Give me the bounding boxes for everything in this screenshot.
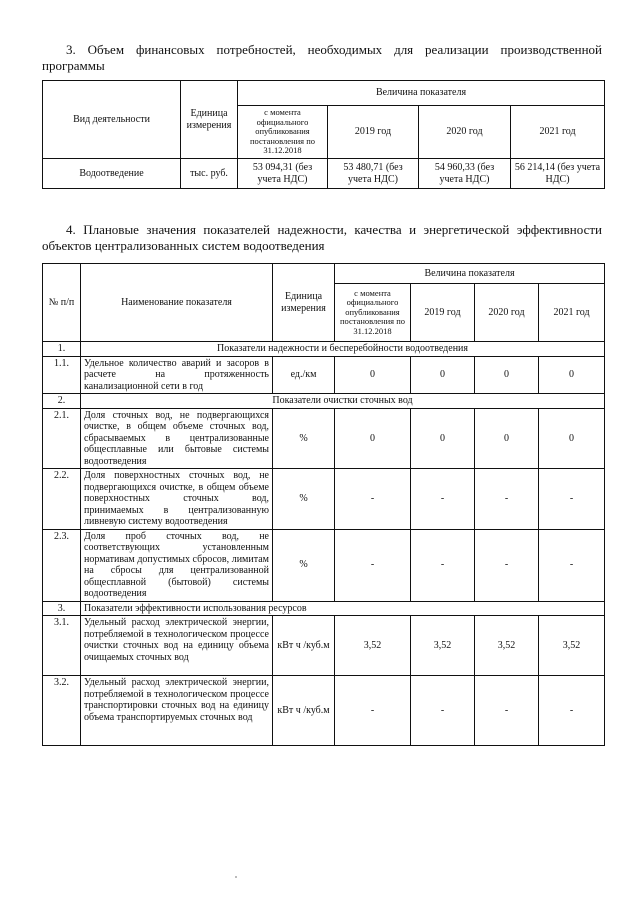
indicator-row	[43, 529, 605, 601]
section-row	[43, 342, 605, 357]
section-row	[43, 394, 605, 409]
indicator-value: 0	[335, 408, 411, 469]
indicator-value: -	[539, 676, 605, 746]
row-number: 3.1.	[43, 616, 81, 676]
header-year-2019: 2019 год	[411, 284, 475, 342]
header-year-2021: 2021 год	[511, 106, 605, 159]
indicator-row	[43, 408, 605, 469]
indicator-name: Удельный расход электрической энергии, потребляемой в технологическом процессе очистки сточных вод на единицу объема очищаемых сточных вод	[81, 616, 273, 676]
row-number: 1.1.	[43, 356, 81, 394]
indicator-value: 0	[539, 408, 605, 469]
indicator-value: 0	[411, 408, 475, 469]
indicator-value: -	[475, 469, 539, 530]
section-3-heading: 3. Объем финансовых потребностей, необходимых для реализации производственной программы	[42, 42, 602, 73]
indicator-value: 0	[539, 356, 605, 394]
indicator-value: -	[475, 676, 539, 746]
indicator-name: Удельное количество аварий и засоров в расчете на протяженность канализационной сети в год	[81, 356, 273, 394]
indicator-unit: ед./км	[273, 356, 335, 394]
row-number: 2.	[43, 394, 81, 409]
header-year-2020: 2020 год	[419, 106, 511, 159]
indicator-value: -	[335, 469, 411, 530]
header-value: Величина показателя	[238, 81, 605, 106]
value-2019: 53 480,71 (без учета НДС)	[328, 159, 419, 189]
indicator-row	[43, 616, 605, 676]
indicator-row	[43, 469, 605, 530]
header-year-2020: 2020 год	[475, 284, 539, 342]
row-number: 2.1.	[43, 408, 81, 469]
row-number: 2.2.	[43, 469, 81, 530]
section-row	[43, 601, 605, 616]
indicator-value: 0	[335, 356, 411, 394]
indicator-value: 3,52	[411, 616, 475, 676]
value-2020: 54 960,33 (без учета НДС)	[419, 159, 511, 189]
section-title: Показатели очистки сточных вод	[81, 394, 605, 409]
indicators-table	[42, 263, 605, 746]
row-activity: Водоотведение	[43, 159, 181, 189]
indicator-unit: кВт ч /куб.м	[273, 616, 335, 676]
indicator-value: -	[335, 676, 411, 746]
indicator-row	[43, 676, 605, 746]
indicator-value: 0	[411, 356, 475, 394]
header-year-2019: 2019 год	[328, 106, 419, 159]
row-number: 3.	[43, 601, 81, 616]
header-activity: Вид деятельности	[43, 81, 181, 159]
header-name: Наименование показателя	[81, 264, 273, 342]
header-year-2021: 2021 год	[539, 284, 605, 342]
indicator-value: 0	[475, 356, 539, 394]
indicator-unit: %	[273, 408, 335, 469]
indicator-value: -	[539, 469, 605, 530]
header-value: Величина показателя	[335, 264, 605, 284]
indicator-row	[43, 356, 605, 394]
section-title: Показатели надежности и бесперебойности водоотведения	[81, 342, 605, 357]
indicator-value: -	[335, 529, 411, 601]
header-unit: Единица измерения	[181, 81, 238, 159]
indicator-name: Доля сточных вод, не подвергающихся очистке, в общем объеме сточных вод, сбрасываемых в централизованные общесплавные или бытовые системы водоотведения	[81, 408, 273, 469]
value-2021: 56 214,14 (без учета НДС)	[511, 159, 605, 189]
indicator-value: -	[475, 529, 539, 601]
indicator-unit: %	[273, 469, 335, 530]
indicator-unit: кВт ч /куб.м	[273, 676, 335, 746]
indicator-value: -	[539, 529, 605, 601]
indicator-value: 3,52	[335, 616, 411, 676]
indicator-name: Доля проб сточных вод, не соответствующих установленным нормативам допустимых сбросов, лимитам на сбросы для централизованной общесплавной (бытовой) системы водоотведения	[81, 529, 273, 601]
section-4-heading: 4. Плановые значения показателей надежности, качества и энергетической эффективности объектов централизованных систем водоотведения	[42, 222, 602, 253]
indicator-value: -	[411, 676, 475, 746]
indicator-unit: %	[273, 529, 335, 601]
row-number: 3.2.	[43, 676, 81, 746]
scan-speck	[235, 876, 237, 878]
indicator-name: Доля поверхностных сточных вод, не подвергающихся очистке, в общем объеме поверхностных сточных вод, принимаемых в централизованную ливневую систему водоотведения	[81, 469, 273, 530]
indicator-value: -	[411, 469, 475, 530]
financial-needs-table	[42, 80, 605, 189]
row-number: 1.	[43, 342, 81, 357]
indicator-value: 3,52	[539, 616, 605, 676]
header-num: № п/п	[43, 264, 81, 342]
row-unit: тыс. руб.	[181, 159, 238, 189]
indicator-value: -	[411, 529, 475, 601]
row-number: 2.3.	[43, 529, 81, 601]
header-since: с момента официального опубликования постановления по 31.12.2018	[335, 284, 411, 342]
header-unit: Единица измерения	[273, 264, 335, 342]
value-since: 53 094,31 (без учета НДС)	[238, 159, 328, 189]
indicator-value: 0	[475, 408, 539, 469]
header-since: с момента официального опубликования постановления по 31.12.2018	[238, 106, 328, 159]
section-title: Показатели эффективности использования ресурсов	[81, 601, 605, 616]
indicator-value: 3,52	[475, 616, 539, 676]
indicator-name: Удельный расход электрической энергии, потребляемой в технологическом процессе транспортировки сточных вод на единицу объема транспортируемых сточных вод	[81, 676, 273, 746]
